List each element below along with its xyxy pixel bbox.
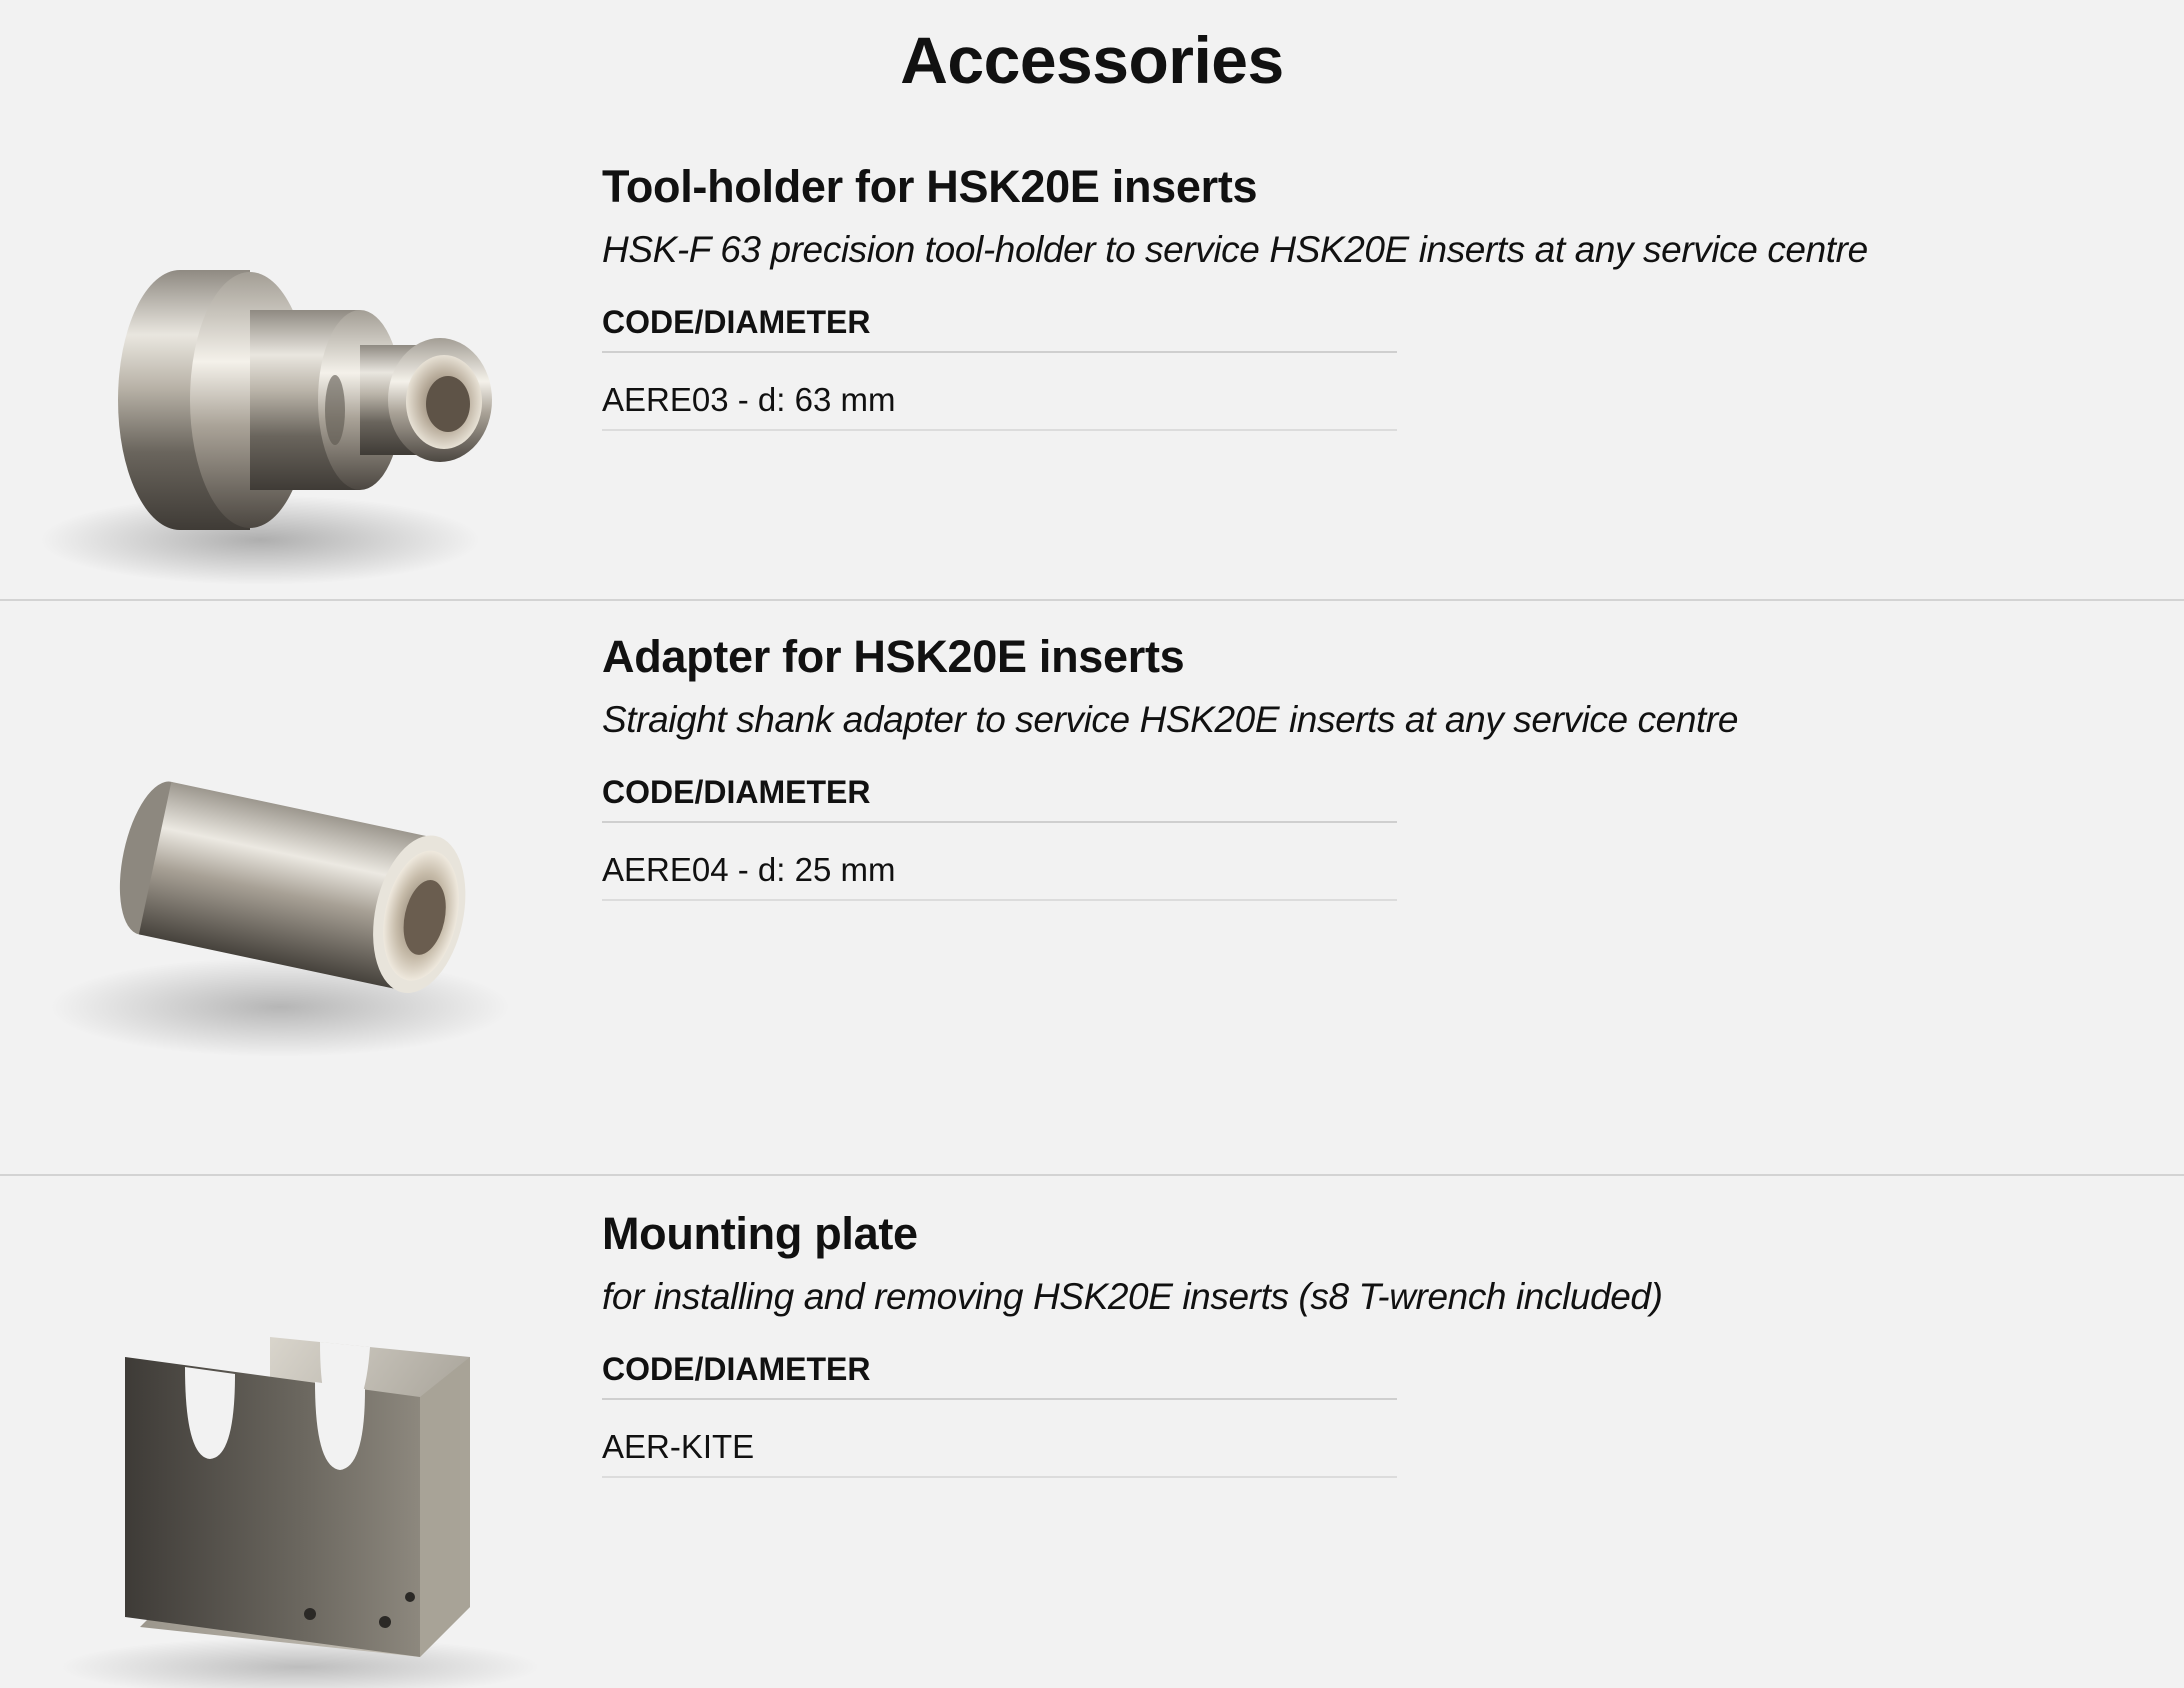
product-description: Straight shank adapter to service HSK20E inserts at any service centre xyxy=(602,699,1739,740)
product-info xyxy=(602,1207,2102,1478)
product-info xyxy=(602,160,2102,431)
code-diameter-header: CODE/DIAMETER xyxy=(602,304,1397,353)
product-code: AER-KITE xyxy=(602,1428,1397,1478)
mounting-plate-image xyxy=(30,1327,550,1688)
product-code: AERE03 - d: 63 mm xyxy=(602,381,1397,431)
product-description: HSK-F 63 precision tool-holder to service HSK20E inserts at any service centre xyxy=(602,229,1868,270)
section-divider xyxy=(0,1174,2184,1176)
product-title: Adapter for HSK20E inserts xyxy=(602,631,1185,682)
product-title: Mounting plate xyxy=(602,1208,918,1259)
product-title: Tool-holder for HSK20E inserts xyxy=(602,161,1258,212)
product-item-tool-holder xyxy=(0,130,2184,600)
code-diameter-header: CODE/DIAMETER xyxy=(602,774,1397,823)
product-code: AERE04 - d: 25 mm xyxy=(602,851,1397,901)
tool-holder-image xyxy=(30,210,550,610)
code-diameter-header: CODE/DIAMETER xyxy=(602,1351,1397,1400)
product-item-adapter xyxy=(0,602,2184,1174)
product-item-mounting-plate xyxy=(0,1177,2184,1688)
adapter-image xyxy=(30,727,550,1127)
product-info xyxy=(602,630,2102,901)
page-title: Accessories xyxy=(900,23,1284,97)
section-divider xyxy=(0,599,2184,601)
product-description: for installing and removing HSK20E inserts (s8 T-wrench included) xyxy=(602,1276,1663,1317)
